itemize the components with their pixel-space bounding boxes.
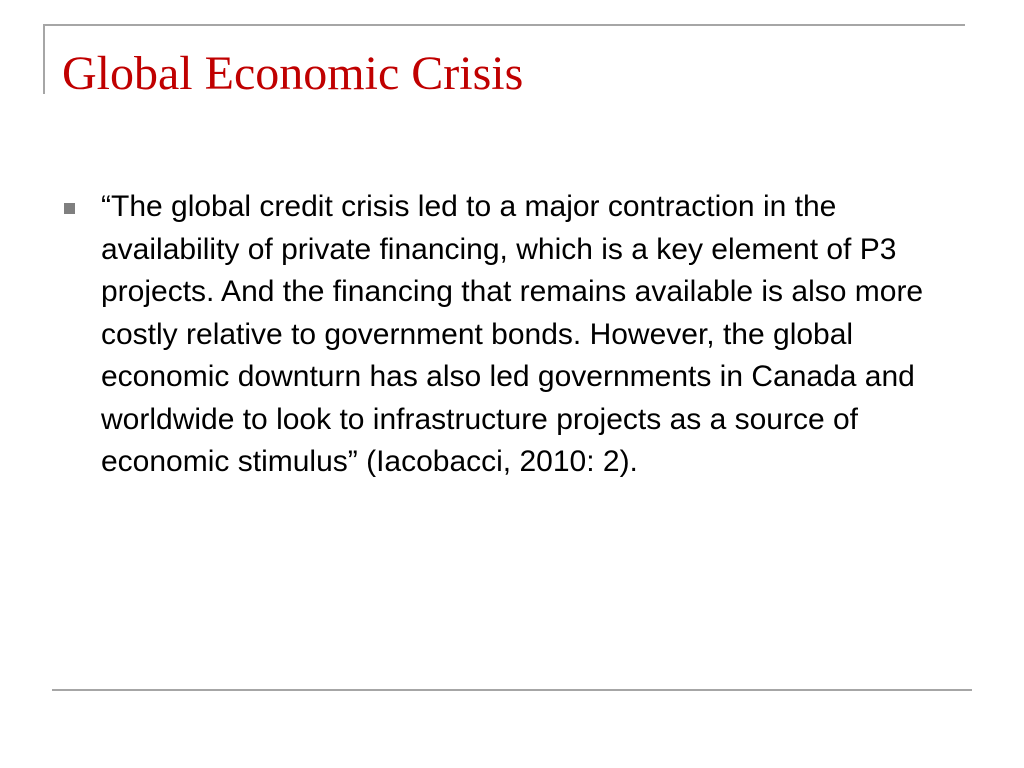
bullet-text: “The global credit crisis led to a major contraction in the availability of private financing, which is a key element of P3 projects. And the financing that remains available is also more costly relative to government bonds. However, the global economic downturn has also led governments in Canada and worldwide to look to infrastructure projects as a source of economic stimulus” (Iacobacci, 2010: 2). [101,190,924,478]
slide-title: Global Economic Crisis [62,47,524,100]
footer-divider [52,689,972,691]
square-bullet-icon [64,203,75,214]
frame-left-line [43,24,45,94]
frame-top-line [43,24,965,26]
